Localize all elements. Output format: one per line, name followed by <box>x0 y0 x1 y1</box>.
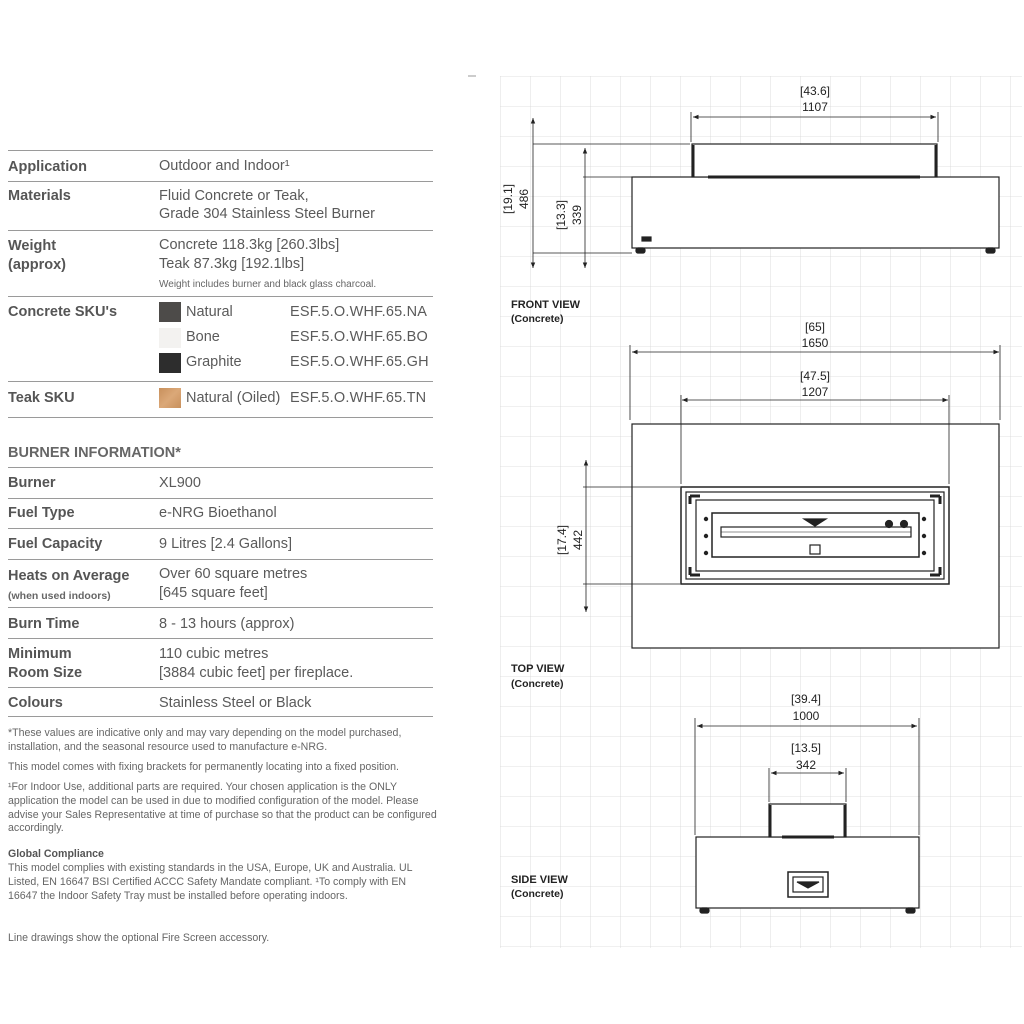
front-h1-mm: 486 <box>517 188 531 210</box>
side-screen <box>769 804 846 837</box>
sku-name: Graphite <box>186 354 242 370</box>
top-w1-in: [65] <box>804 320 826 334</box>
spec-value: Concrete 118.3kg [260.3lbs] <box>159 237 340 253</box>
top-w2-in: [47.5] <box>799 369 831 383</box>
front-view-title: FRONT VIEW <box>511 299 581 311</box>
spec-value: e-NRG Bioethanol <box>159 505 277 521</box>
spec-label: Concrete SKU's <box>8 304 118 320</box>
spec-value: Outdoor and Indoor¹ <box>159 158 290 174</box>
top-h-mm: 442 <box>571 529 585 551</box>
front-width-in: [43.6] <box>799 84 831 98</box>
sku-code: ESF.5.O.WHF.65.NA <box>290 304 428 320</box>
line-drawings-note: Line drawings show the optional Fire Screen accessory. <box>8 932 270 944</box>
footnote-brackets: This model comes with fixing brackets for permanently locating into a fixed position. <box>8 761 399 773</box>
sku-name: Bone <box>186 329 220 345</box>
spec-label: Minimum <box>8 646 72 662</box>
spec-value: Teak 87.3kg [192.1lbs] <box>159 256 305 272</box>
spec-label: Room Size <box>8 665 83 681</box>
spec-label: Burn Time <box>8 616 80 632</box>
sku-code: ESF.5.O.WHF.65.BO <box>290 329 428 345</box>
side-w1-mm: 1000 <box>792 709 820 723</box>
compliance-text: This model complies with existing standards in the USA, Europe, UK and Australia. UL Listed, EN 16647 BSI Certified ACCC Safety Mandate compliant. ¹To comply with EN 16647 the Indoor Safety Tray must be installed before operating indoors. <box>8 862 413 902</box>
front-view-sub: (Concrete) <box>511 313 564 325</box>
side-w2-mm: 342 <box>795 758 817 772</box>
burner-heading: BURNER INFORMATION* <box>8 445 181 461</box>
front-h2-mm: 339 <box>570 204 584 226</box>
sku-code: ESF.5.O.WHF.65.TN <box>290 390 427 406</box>
spec-value: 8 - 13 hours (approx) <box>159 616 295 632</box>
spec-value: 9 Litres [2.4 Gallons] <box>159 536 292 552</box>
top-w2-mm: 1207 <box>801 385 829 399</box>
spec-label: Fuel Capacity <box>8 536 103 552</box>
spec-value: Fluid Concrete or Teak, <box>159 188 309 204</box>
spec-label: Weight <box>8 238 57 254</box>
spec-value: Grade 304 Stainless Steel Burner <box>159 206 376 222</box>
spec-sublabel: (when used indoors) <box>8 590 111 602</box>
sku-name: Natural <box>186 304 233 320</box>
side-view-sub: (Concrete) <box>511 888 564 900</box>
spec-label: (approx) <box>8 257 66 273</box>
spec-label: Application <box>8 159 87 175</box>
side-view-title: SIDE VIEW <box>511 874 568 886</box>
spec-label: Heats on Average <box>8 568 130 584</box>
sku-name: Natural (Oiled) <box>186 390 281 406</box>
weight-note: Weight includes burner and black glass charcoal. <box>159 279 377 290</box>
spec-value: [3884 cubic feet] per fireplace. <box>159 665 354 681</box>
top-w1-mm: 1650 <box>801 336 829 350</box>
front-body <box>632 177 999 248</box>
footnote-indoor: ¹For Indoor Use, additional parts are required. Your chosen application is the ONLY application the model can be used in due to modified configuration of the model. Please advise your Sales Representative at time of purchase so that the product can be configured accordingly. <box>8 781 437 835</box>
front-screen <box>692 144 937 177</box>
spec-label: Teak SKU <box>8 390 75 406</box>
front-h2-in: [13.3] <box>554 199 568 231</box>
front-h1-in: [19.1] <box>501 183 515 215</box>
top-h-in: [17.4] <box>555 524 569 556</box>
spec-value: Stainless Steel or Black <box>159 695 312 711</box>
front-width-mm: 1107 <box>802 100 828 114</box>
spec-value: Over 60 square metres <box>159 566 308 582</box>
spec-label: Burner <box>8 475 56 491</box>
spec-label: Colours <box>8 695 63 711</box>
spec-label: Fuel Type <box>8 505 75 521</box>
side-w2-in: [13.5] <box>790 741 822 755</box>
compliance-title: Global Compliance <box>8 848 104 860</box>
spec-label: Materials <box>8 188 71 204</box>
spec-value: [645 square feet] <box>159 585 268 601</box>
spec-value: 110 cubic metres <box>159 646 269 662</box>
spec-value: XL900 <box>159 475 201 491</box>
side-w1-in: [39.4] <box>790 692 822 706</box>
footnote-values: *These values are indicative only and may vary depending on the model purchased, installation, and the seasonal resource used to manufacture e-NRG. <box>8 727 402 753</box>
top-view-title: TOP VIEW <box>511 663 565 675</box>
top-view-sub: (Concrete) <box>511 678 564 690</box>
sku-code: ESF.5.O.WHF.65.GH <box>290 354 429 370</box>
